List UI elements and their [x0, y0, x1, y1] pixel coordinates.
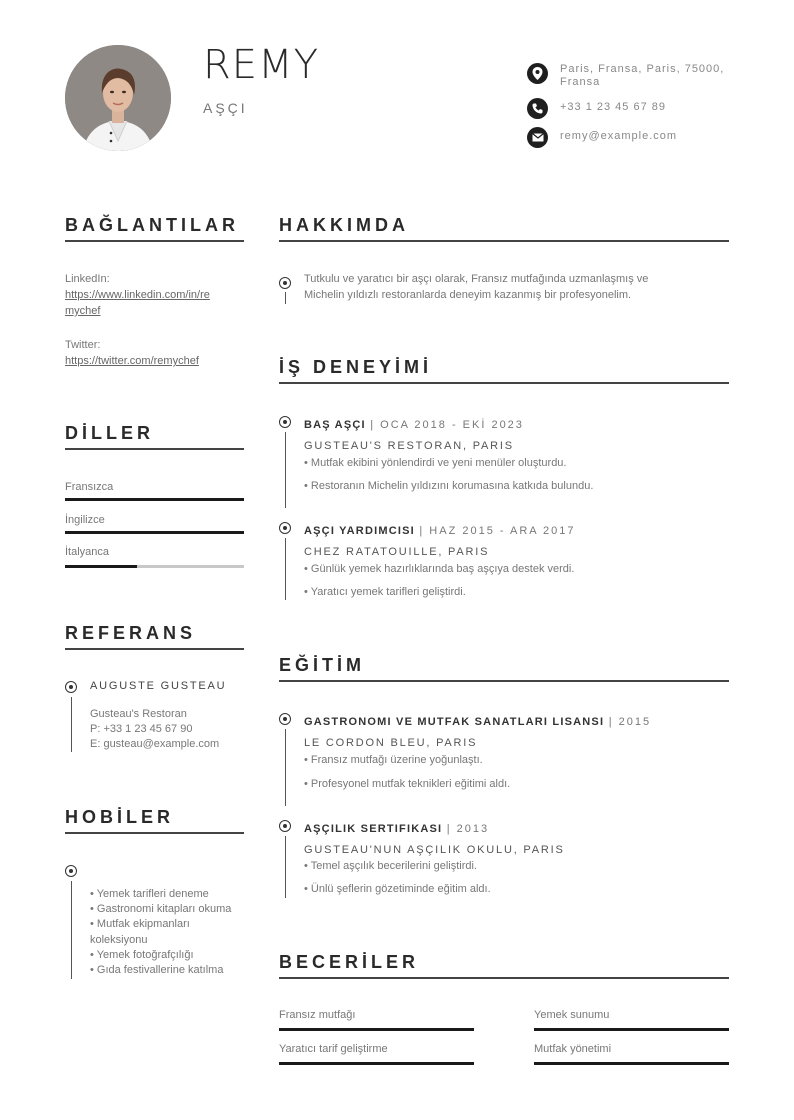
skill-level-bar	[534, 1062, 729, 1065]
timeline-dot-icon	[279, 820, 291, 832]
list-item: • Gastronomi kitapları okuma	[90, 903, 232, 916]
skill-label: Yemek sunumu	[534, 1009, 610, 1021]
experience-section-title: İŞ DENEYİMİ	[279, 357, 433, 377]
twitter-label: Twitter:	[65, 339, 101, 351]
job-header	[304, 415, 524, 433]
email-address: remy@example.com	[560, 130, 678, 142]
job-company: GUSTEAU'S RESTORAN, PARIS	[304, 440, 514, 452]
experience-divider	[279, 382, 729, 384]
skill-level-bar	[534, 1028, 729, 1031]
about-line: Tutkulu ve yaratıcı bir aşçı olarak, Fransız mutfağında uzmanlaşmış ve	[304, 273, 649, 285]
list-item: • Ünlü şeflerin gözetiminde eğitim aldı.	[304, 883, 491, 895]
language-name: Fransızca	[65, 481, 114, 493]
list-item: • Mutfak ekipmanları	[90, 918, 190, 931]
contact-email	[527, 127, 737, 148]
education-section-title: EĞİTİM	[279, 655, 365, 675]
job-company: CHEZ RATATOUILLE, PARIS	[304, 546, 490, 558]
phone-number: +33 1 23 45 67 89	[560, 101, 666, 113]
hobbies-section-title: HOBİLER	[65, 807, 174, 827]
timeline-dot-icon	[279, 713, 291, 725]
skill-label: Yaratıcı tarif geliştirme	[279, 1043, 388, 1055]
timeline-line	[285, 432, 286, 508]
degree-title: AŞÇILIK SERTIFIKASI	[304, 823, 443, 835]
timeline-line	[71, 881, 72, 979]
about-line: Michelin yıldızlı restoranlarda deneyim kazanmış bir profesyonelim.	[304, 289, 632, 301]
hobbies-list	[90, 887, 250, 978]
list-item: • Restoranın Michelin yıldızını korumasına katkıda bulundu.	[304, 480, 594, 492]
reference-phone: P: +33 1 23 45 67 90	[90, 723, 193, 735]
education-divider	[279, 680, 729, 682]
list-item: • Profesyonel mutfak teknikleri eğitimi aldı.	[304, 778, 511, 790]
degree-date: | 2013	[446, 823, 490, 835]
timeline-dot-icon	[279, 277, 291, 289]
timeline-line	[285, 292, 286, 304]
about-section-title: HAKKIMDA	[279, 215, 409, 235]
language-level-fill	[65, 498, 244, 501]
hobbies-divider	[65, 832, 244, 834]
language-level-fill	[65, 565, 137, 568]
degree-date: | 2015	[608, 716, 652, 728]
links-divider	[65, 240, 244, 242]
timeline-line	[285, 836, 286, 898]
linkedin-label: LinkedIn:	[65, 273, 110, 285]
linkedin-link[interactable]: https://www.linkedin.com/in/re	[65, 289, 210, 301]
list-item: • Günlük yemek hazırlıklarında baş aşçıya destek verdi.	[304, 563, 575, 575]
school-name: GUSTEAU'NUN AŞÇILIK OKULU, PARIS	[304, 844, 565, 856]
chef-portrait-image	[65, 45, 171, 151]
language-name: İtalyanca	[65, 546, 110, 558]
skill-level-bar	[279, 1062, 474, 1065]
skill-label: Fransız mutfağı	[279, 1009, 356, 1021]
languages-section-title: DİLLER	[65, 423, 154, 443]
reference-company: Gusteau's Restoran	[90, 708, 187, 720]
timeline-line	[285, 538, 286, 600]
list-item: • Fransız mutfağı üzerine yoğunlaştı.	[304, 754, 483, 766]
education-header	[304, 819, 489, 837]
timeline-line	[285, 729, 286, 806]
skills-divider	[279, 977, 729, 979]
list-item: • Temel aşçılık becerilerini geliştirdi.	[304, 860, 477, 872]
location-pin-icon	[527, 63, 548, 84]
language-level-bar	[65, 531, 244, 534]
list-item: • Yemek tarifleri deneme	[90, 888, 209, 900]
contact-phone	[527, 98, 737, 119]
about-text	[304, 271, 729, 303]
twitter-link[interactable]: https://twitter.com/remychef	[65, 355, 199, 367]
languages-divider	[65, 448, 244, 450]
address-line-2: Fransa	[560, 76, 601, 88]
timeline-line	[71, 697, 72, 752]
envelope-icon	[527, 127, 548, 148]
job-date: | HAZ 2015 - ARA 2017	[419, 525, 576, 537]
list-item: • Gıda festivallerine katılma	[90, 964, 224, 977]
reference-section-title: REFERANS	[65, 623, 197, 643]
phone-icon	[527, 98, 548, 119]
contact-address	[527, 63, 737, 89]
timeline-dot-icon	[65, 865, 77, 877]
skill-label: Mutfak yönetimi	[534, 1043, 612, 1055]
job-header	[304, 521, 576, 539]
skill-level-bar	[279, 1028, 474, 1031]
education-header	[304, 712, 651, 730]
school-name: LE CORDON BLEU, PARIS	[304, 737, 478, 749]
language-level-fill	[65, 531, 244, 534]
list-item: • Yaratıcı yemek tarifleri geliştirdi.	[304, 586, 466, 598]
about-divider	[279, 240, 729, 242]
reference-details	[90, 707, 219, 752]
list-item: • Yemek fotoğrafçılığı	[90, 948, 194, 961]
reference-name: AUGUSTE GUSTEAU	[90, 680, 227, 692]
list-item: • Mutfak ekibini yönlendirdi ve yeni menüler oluşturdu.	[304, 457, 567, 469]
language-level-bar	[65, 498, 244, 501]
degree-title: GASTRONOMI VE MUTFAK SANATLARI LISANSI	[304, 716, 605, 728]
list-item: koleksiyonu	[90, 933, 148, 946]
candidate-name: REMY	[203, 42, 320, 88]
timeline-dot-icon	[279, 522, 291, 534]
profile-photo	[65, 45, 171, 151]
timeline-dot-icon	[279, 416, 291, 428]
address-line-1: Paris, Fransa, Paris, 75000,	[560, 63, 725, 75]
job-date: | OCA 2018 - EKİ 2023	[370, 419, 524, 431]
job-title: AŞÇI YARDIMCISI	[304, 525, 415, 537]
linkedin-link-continued[interactable]: mychef	[65, 305, 101, 317]
job-role: AŞÇI	[203, 100, 248, 116]
skills-section-title: BECERİLER	[279, 952, 420, 972]
timeline-dot-icon	[65, 681, 77, 693]
reference-divider	[65, 648, 244, 650]
links-list	[65, 271, 245, 369]
job-title: BAŞ AŞÇI	[304, 419, 366, 431]
links-section-title: BAĞLANTILAR	[65, 215, 239, 235]
reference-email: E: gusteau@example.com	[90, 738, 220, 750]
language-level-bar	[65, 565, 244, 568]
language-name: İngilizce	[65, 514, 105, 526]
